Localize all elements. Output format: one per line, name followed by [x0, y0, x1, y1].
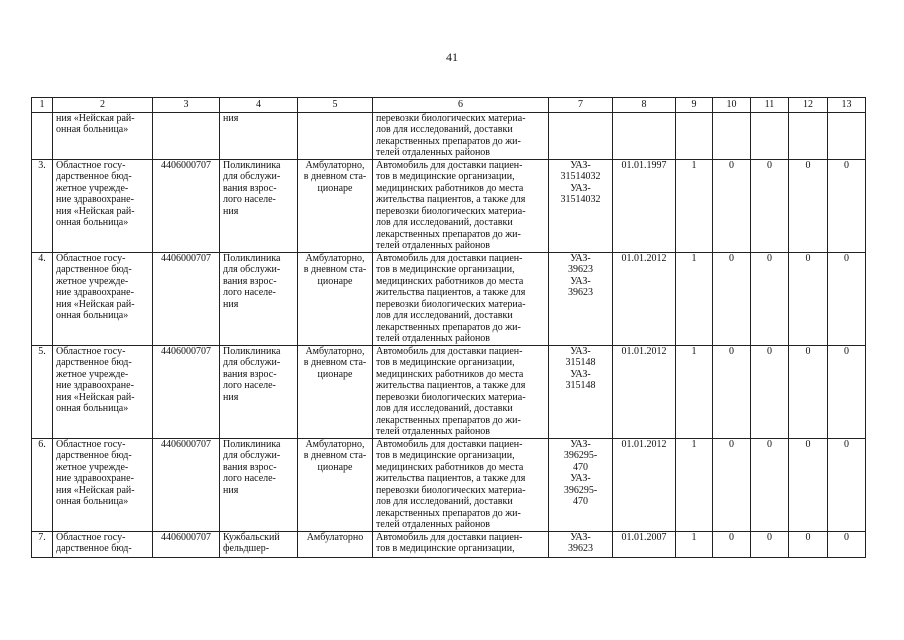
count-cell: 0: [713, 531, 751, 557]
date-cell: 01.01.2012: [613, 252, 676, 345]
count-cell: [713, 112, 751, 159]
row-number: 4.: [32, 252, 53, 345]
date-cell: 01.01.1997: [613, 159, 676, 252]
count-cell: 0: [713, 252, 751, 345]
organization-cell: Областное госу- дарственное бюд- жетное учрежде- ние здравоохране- ния «Нейская рай- онная больница»: [53, 159, 153, 252]
inn-cell: 4406000707: [153, 159, 220, 252]
column-header: 1: [32, 98, 53, 113]
column-header: 4: [220, 98, 298, 113]
division-cell: Поликлиника для обслужи- вания взрос- лого населе- ния: [220, 438, 298, 531]
inn-cell: [153, 112, 220, 159]
column-header: 2: [53, 98, 153, 113]
organization-cell: Областное госу- дарственное бюд- жетное учрежде- ние здравоохране- ния «Нейская рай- онная больница»: [53, 438, 153, 531]
date-cell: 01.01.2007: [613, 531, 676, 557]
column-header: 3: [153, 98, 220, 113]
count-cell: 1: [676, 531, 713, 557]
count-cell: [676, 112, 713, 159]
count-cell: 0: [751, 252, 789, 345]
organization-cell: Областное госу- дарственное бюд- жетное учрежде- ние здравоохране- ния «Нейская рай- онная больница»: [53, 345, 153, 438]
count-cell: 0: [828, 531, 866, 557]
organization-cell: Областное госу- дарственное бюд- жетное учрежде- ние здравоохране- ния «Нейская рай- онная больница»: [53, 252, 153, 345]
conditions-cell: [298, 112, 373, 159]
inn-cell: 4406000707: [153, 531, 220, 557]
count-cell: [828, 112, 866, 159]
conditions-cell: Амбулаторно, в дневном ста- ционаре: [298, 252, 373, 345]
count-cell: 1: [676, 438, 713, 531]
inn-cell: 4406000707: [153, 252, 220, 345]
inn-cell: 4406000707: [153, 438, 220, 531]
row-number: 3.: [32, 159, 53, 252]
page-number: 41: [446, 50, 458, 64]
conditions-cell: Амбулаторно, в дневном ста- ционаре: [298, 438, 373, 531]
table-row: [32, 252, 866, 345]
table-row: [32, 438, 866, 531]
table-row: [32, 159, 866, 252]
column-header: 10: [713, 98, 751, 113]
column-header: 9: [676, 98, 713, 113]
purpose-cell: Автомобиль для доставки пациен- тов в медицинские организации, медицинских работников до места жительства пациентов, а также для перевозки биологических материа- лов для исследований, доставки лекарственных препаратов до жи- телей отдаленных районов: [373, 438, 549, 531]
purpose-cell: Автомобиль для доставки пациен- тов в медицинские организации,: [373, 531, 549, 557]
division-cell: Поликлиника для обслужи- вания взрос- лого населе- ния: [220, 252, 298, 345]
count-cell: 0: [789, 438, 828, 531]
division-cell: Поликлиника для обслужи- вания взрос- лого населе- ния: [220, 345, 298, 438]
vehicle-model-cell: УАЗ- 39623 УАЗ- 39623: [549, 252, 613, 345]
count-cell: 0: [828, 438, 866, 531]
organization-cell: ния «Нейская рай- онная больница»: [53, 112, 153, 159]
purpose-cell: перевозки биологических материа- лов для исследований, доставки лекарственных препаратов до жи- телей отдаленных районов: [373, 112, 549, 159]
count-cell: 1: [676, 345, 713, 438]
purpose-cell: Автомобиль для доставки пациен- тов в медицинские организации, медицинских работников до места жительства пациентов, а также для перевозки биологических материа- лов для исследований, доставки лекарственных препаратов до жи- телей отдаленных районов: [373, 345, 549, 438]
row-number: [32, 112, 53, 159]
vehicle-model-cell: УАЗ- 39623: [549, 531, 613, 557]
conditions-cell: Амбулаторно, в дневном ста- ционаре: [298, 159, 373, 252]
count-cell: 0: [713, 159, 751, 252]
column-header: 13: [828, 98, 866, 113]
table-row: [32, 112, 866, 159]
table-row: [32, 345, 866, 438]
vehicle-model-cell: [549, 112, 613, 159]
column-header: 8: [613, 98, 676, 113]
count-cell: 0: [713, 438, 751, 531]
row-number: 6.: [32, 438, 53, 531]
count-cell: 0: [751, 531, 789, 557]
count-cell: 0: [789, 252, 828, 345]
count-cell: 0: [789, 531, 828, 557]
count-cell: 0: [751, 159, 789, 252]
conditions-cell: Амбулаторно: [298, 531, 373, 557]
count-cell: 0: [828, 159, 866, 252]
count-cell: 0: [828, 345, 866, 438]
inn-cell: 4406000707: [153, 345, 220, 438]
vehicle-model-cell: УАЗ- 396295- 470 УАЗ- 396295- 470: [549, 438, 613, 531]
count-cell: [789, 112, 828, 159]
table-header-row: [32, 98, 866, 113]
date-cell: [613, 112, 676, 159]
date-cell: 01.01.2012: [613, 345, 676, 438]
conditions-cell: Амбулаторно, в дневном ста- ционаре: [298, 345, 373, 438]
count-cell: 1: [676, 252, 713, 345]
vehicle-table: [31, 97, 866, 558]
count-cell: 0: [751, 438, 789, 531]
row-number: 7.: [32, 531, 53, 557]
vehicle-model-cell: УАЗ- 315148 УАЗ- 315148: [549, 345, 613, 438]
row-number: 5.: [32, 345, 53, 438]
date-cell: 01.01.2012: [613, 438, 676, 531]
count-cell: 0: [713, 345, 751, 438]
column-header: 7: [549, 98, 613, 113]
division-cell: Поликлиника для обслужи- вания взрос- лого населе- ния: [220, 159, 298, 252]
column-header: 6: [373, 98, 549, 113]
count-cell: 0: [751, 345, 789, 438]
purpose-cell: Автомобиль для доставки пациен- тов в медицинские организации, медицинских работников до места жительства пациентов, а также для перевозки биологических материа- лов для исследований, доставки лекарственных препаратов до жи- телей отдаленных районов: [373, 252, 549, 345]
organization-cell: Областное госу- дарственное бюд-: [53, 531, 153, 557]
column-header: 12: [789, 98, 828, 113]
vehicle-model-cell: УАЗ- 31514032 УАЗ- 31514032: [549, 159, 613, 252]
count-cell: 0: [828, 252, 866, 345]
column-header: 11: [751, 98, 789, 113]
table-row: [32, 531, 866, 557]
purpose-cell: Автомобиль для доставки пациен- тов в медицинские организации, медицинских работников до места жительства пациентов, а также для перевозки биологических материа- лов для исследований, доставки лекарственных препаратов до жи- телей отдаленных районов: [373, 159, 549, 252]
division-cell: ния: [220, 112, 298, 159]
column-header: 5: [298, 98, 373, 113]
count-cell: 1: [676, 159, 713, 252]
count-cell: [751, 112, 789, 159]
count-cell: 0: [789, 159, 828, 252]
division-cell: Кужбальский фельдшер-: [220, 531, 298, 557]
count-cell: 0: [789, 345, 828, 438]
